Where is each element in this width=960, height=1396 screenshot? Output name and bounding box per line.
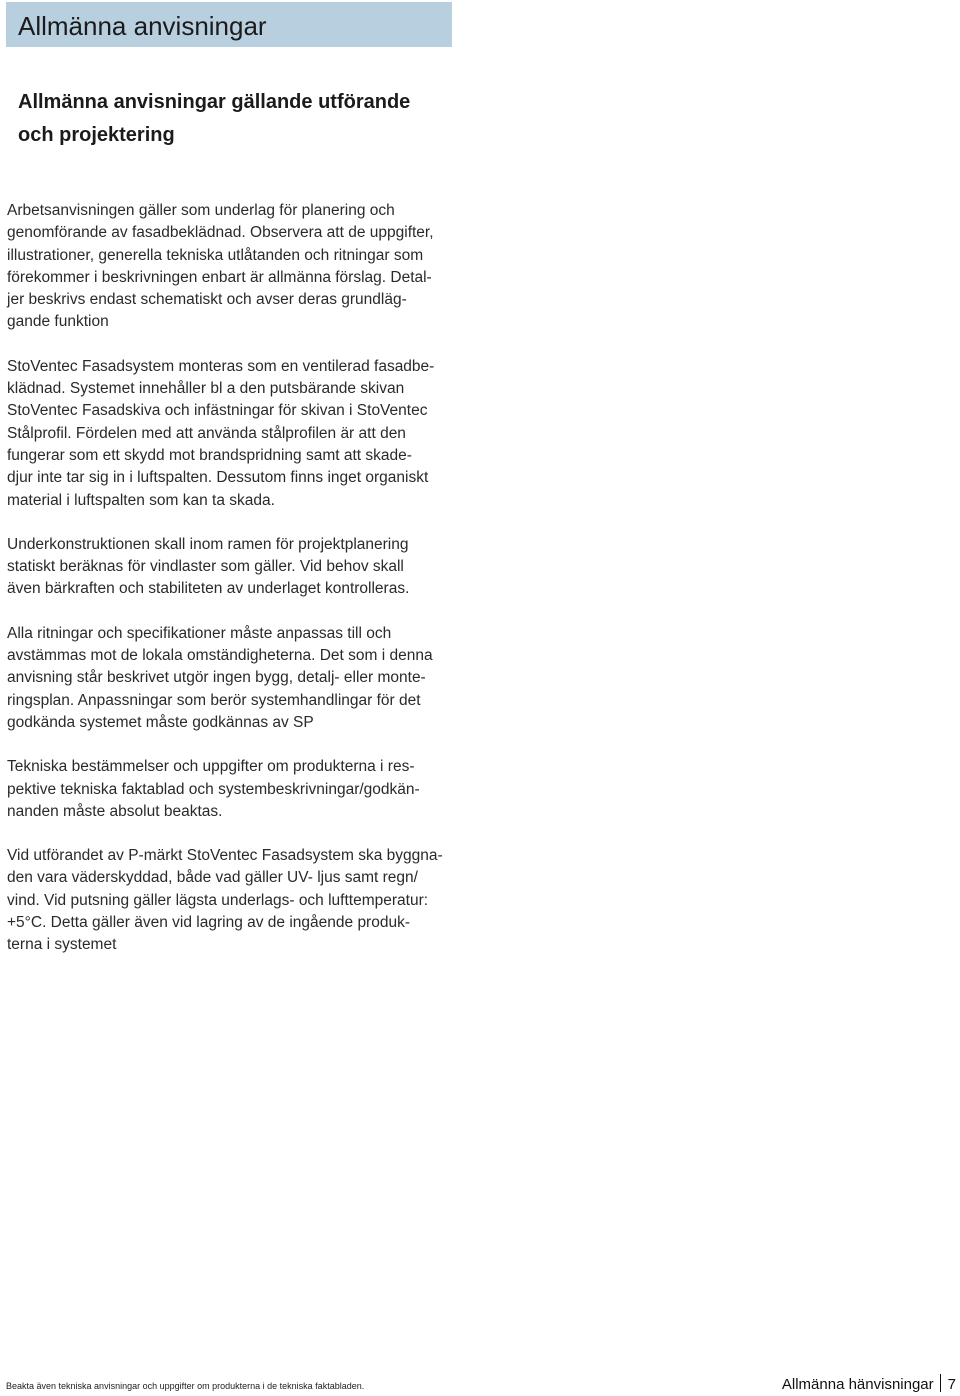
text-line: gande funktion: [7, 313, 109, 331]
text-line: +5°C. Detta gäller även vid lagring av de ingående produk-: [7, 914, 410, 932]
paragraph-execution: [7, 845, 467, 956]
text-line: Vid utförandet av P-märkt StoVentec Fasadsystem ska byggna-: [7, 847, 443, 865]
text-line: fungerar som ett skydd mot brandspridning samt att skade-: [7, 446, 412, 464]
subsection-title-line: och projektering: [18, 124, 175, 146]
paragraph-intro: [7, 200, 467, 334]
text-line: vind. Vid putsning gäller lägsta underlags- och lufttemperatur:: [7, 891, 429, 909]
text-line: godkända systemet måste godkännas av SP: [7, 713, 314, 731]
page-footer: [782, 1374, 956, 1396]
text-line: material i luftspalten som kan ta skada.: [7, 491, 275, 509]
text-line: StoVentec Fasadskiva och infästningar för skivan i StoVentec: [7, 402, 428, 420]
text-line: den vara väderskyddad, både vad gäller UV- ljus samt regn/: [7, 869, 418, 887]
subsection-title-line: Allmänna anvisningar gällande utförande: [18, 91, 411, 113]
section-header-band: [6, 2, 452, 47]
text-line: Underkonstruktionen skall inom ramen för projektplanering: [7, 535, 409, 553]
section-title: Allmänna anvisningar: [18, 11, 267, 41]
paragraph-system: [7, 356, 467, 512]
footer-section-name: Allmänna hänvisningar: [781, 1376, 934, 1393]
paragraph-substructure: [7, 534, 467, 601]
text-line: genomförande av fasadbeklädnad. Observera att de uppgifter,: [7, 224, 434, 242]
text-line: Stålprofil. Fördelen med att använda stålprofilen är att den: [7, 424, 406, 442]
paragraph-technical: [7, 756, 467, 823]
text-line: ringsplan. Anpassningar som berör systemhandlingar för det: [7, 691, 421, 709]
text-line: Alla ritningar och specifikationer måste anpassas till och: [7, 624, 392, 642]
text-line: pektive tekniska faktablad och systembeskrivningar/godkän-: [7, 780, 420, 798]
text-line: Arbetsanvisningen gäller som underlag för planering och: [7, 202, 395, 219]
text-line: Tekniska bestämmelser och uppgifter om produkterna i res-: [7, 758, 415, 776]
paragraph-drawings: [7, 623, 467, 734]
page-number: 7: [947, 1376, 956, 1393]
subsection-title: [18, 86, 458, 152]
text-line: anvisning står beskrivet utgör ingen bygg, detalj- eller monte-: [7, 669, 426, 687]
footer-note: Beakta även tekniska anvisningar och uppgifter om produkterna i de tekniska faktabladen.: [6, 1381, 365, 1391]
body-text: [7, 200, 467, 979]
text-line: klädnad. Systemet innehåller bl a den putsbärande skivan: [7, 380, 405, 398]
text-line: statiskt beräknas för vindlaster som gäller. Vid behov skall: [7, 558, 404, 576]
text-line: nanden måste absolut beaktas.: [7, 802, 223, 820]
text-line: förekommer i beskrivningen enbart är allmänna förslag. Detal-: [7, 268, 432, 286]
text-line: även bärkraften och stabiliteten av underlaget kontrolleras.: [7, 580, 410, 598]
text-line: illustrationer, generella tekniska utlåtanden och ritningar som: [7, 246, 424, 264]
text-line: terna i systemet: [7, 936, 117, 954]
text-line: StoVentec Fasadsystem monteras som en ventilerad fasadbe-: [7, 357, 435, 375]
footer-separator: [940, 1374, 941, 1392]
text-line: djur inte tar sig in i luftspalten. Dessutom finns inget organiskt: [7, 469, 429, 487]
text-line: jer beskrivs endast schematiskt och avser deras grundläg-: [7, 291, 407, 309]
text-line: avstämmas mot de lokala omständigheterna. Det som i denna: [7, 647, 433, 665]
